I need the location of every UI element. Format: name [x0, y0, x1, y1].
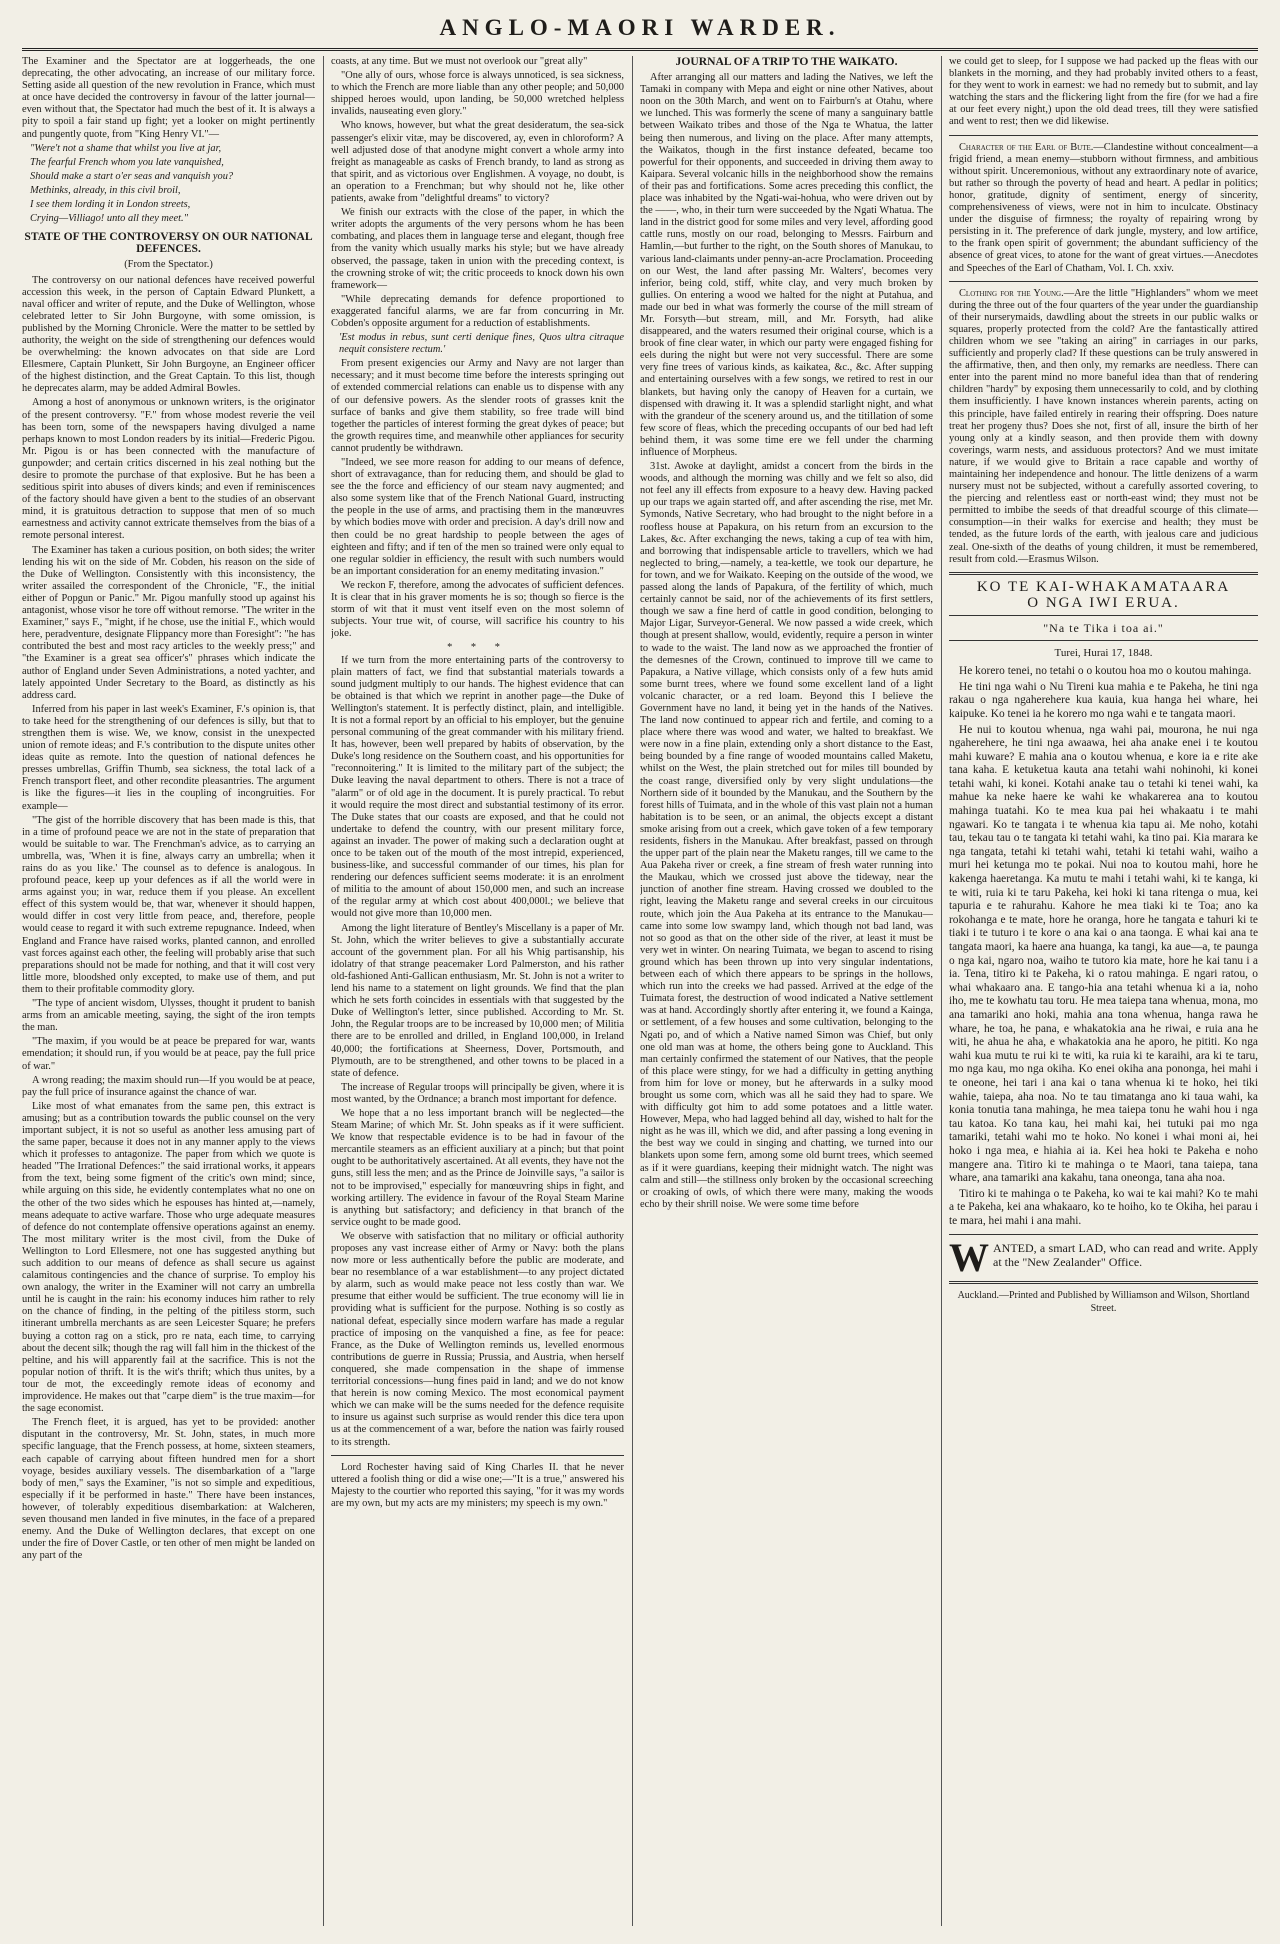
paragraph: we could get to sleep, for I suppose we had packed up the fleas with our blankets in the morning, and they had probably invited others to a feast, for they went to work in earnest: we had no remedy but to submit, and lay watching the stars and the flickering light from the fire (for we had a fire at our feet every night,) upon the old dead trees, till they were satisfied and went to rest; then we did likewise.	[949, 56, 1258, 128]
verse-line: The fearful French whom you late vanquished,	[30, 156, 224, 168]
paragraph: "The maxim, if you would be at peace be prepared for war, wants emendation; it should run, if you would be at peace, pay the full price of war."	[22, 1036, 315, 1072]
paragraph: "While deprecating demands for defence proportioned to exaggerated fanciful alarms, we are far from concurring in Mr. Cobden's opposite argument for a reduction of establishments.	[331, 293, 624, 329]
paragraph: "The gist of the horrible discovery that has been made is this, that in a time of profound peace we are not in the state of preparation that would be suitable to war. The Frenchman's advice, as to carrying an umbrella, was, 'When it is fine, always carry an umbrella; when it rains do as you like.' The counsel as to defence is analogous. In profound peace, keep up your defences as if all the world were in arms against you; in war, reduce them if you please. An excellent effect of this system would be, that war, whenever it should happen, would differ in cost very little from peace, and, therefore, people would cease to regard it with such extreme repugnance. Indeed, when England and France have raised works, planted cannon, and enrolled vast forces against each other, the feeling will probably arise that such preparations should not be made for nothing, and that it will cost very little more, bloodshed only excepted, to make use of them, and put them to their profitable commodity glory.	[22, 814, 315, 995]
paragraph: "The type of ancient wisdom, Ulysses, thought it prudent to banish arms from an amicable meeting, saying, the sight of the iron tempts the man.	[22, 998, 315, 1034]
maori-paragraph: He korero tenei, no tetahi o o koutou hoa mo o koutou mahinga.	[959, 665, 1252, 678]
maori-heading-line2: O NGA IWI ERUA.	[1027, 594, 1180, 611]
paragraph: Among the light literature of Bentley's Miscellany is a paper of Mr. St. John, which the writer believes to give a substantially accurate account of the government plan. For all his Whig partisanship, his idolatry of that strange peacemaker Lord Palmerston, and his rather old-fashioned Anti-Gallican enthusiasm, Mr. St. John is not a writer to lend his name to a statement on light grounds. We find that the plan which he sets forth coincides in essentials with that suggested by the Duke of Wellington's letter, since published. According to Mr. St. John, the Regular troops are to be increased by 10,000 men; of Militia there are to be enrolled and drilled, in England 100,000, in Ireland 40,000; the fortifications at Sheerness, Dover, Portsmouth, and Plymouth, are to be strengthened, and other towns to be placed in a state of defence.	[331, 922, 624, 1079]
masthead-rule	[22, 48, 1258, 51]
paragraph: If we turn from the more entertaining parts of the controversy to plain matters of fact, we find that substantial materials towards a sound judgment multiply to our hands. The highest evidence that can be obtained is that which we reprint in another page—the Duke of Wellington's statement. It is perfectly distinct, plain, and intelligible. It is not a formal report by an official to his employer, but the genuine personal communing of the great commander with his military friend. It has, however, been well prepared by habits of observation, by the Duke's long residence on the Southern coast, and his opportunities for "reconnoitering." It is limited to the military part of the subject; the Duke leaving the naval department to others. There is not a trace of "alarm" or of old age in the document. It is purely practical. To rebut it would require the most direct and substantial testimony of its error. The Duke states that our coasts are exposed, and that he could not undertake to defend the country, with our present military force, against an invader. The power of making such a declaration ought at once to be taken out of the mouth of the most intrepid, experienced, business-like, and successful commander of our times, his plan for rendering our defences sufficient seems moderate: it is an enrolment of militia to the amount of about 150,000 men, and such an increase of the regular army at which cost about 400,000l.; we believe that would not give more than 10,000 men.	[331, 654, 624, 920]
verse-line: "Were't not a shame that whilst you live at jar,	[30, 142, 222, 154]
column-divider	[632, 56, 633, 1926]
newspaper-page	[22, 10, 1258, 1934]
maori-motto: "Na te Tika i toa ai."	[1043, 620, 1164, 635]
paragraph: We reckon F, therefore, among the advocates of sufficient defences. It is clear that in his graver moments he is so; though so fierce is the storm of wit that it must vent itself even on the most solemn of subjects. Your true wit, of course, will sacrifice his country to his joke.	[331, 579, 624, 640]
maori-paragraph: He tini nga wahi o Nu Tireni kua mahia e te Pakeha, he tini nga rakau o nga ngaherehere kua kauia, kua hanga hei whare, hei kaipuke. Ko tenei ia he korero mo nga wahi e te tangata maori.	[949, 680, 1258, 720]
character-paragraph	[949, 142, 1258, 275]
paragraph: We hope that a no less important branch will be neglected—the Steam Marine; of which Mr. St. John speaks as if it were sufficient. We know that respectable evidence is to be had in favour of the mercantile steamers as an efficient auxiliary at a pinch; but that point ought to be authoritatively ascertained. At all events, they have not the guns, still less the men; and as the Prince de Joinville says, "a sailor is not to be improvised," especially for manœuvring ships in fight, and working artillery. The evidence in favour of the Royal Steam Marine is anything but satisfactory; and deficiency in that branch of the service ought to be made good.	[331, 1107, 624, 1228]
maori-date: Turei, Hurai 17, 1848.	[1054, 647, 1153, 660]
article-heading: JOURNAL OF A TRIP TO THE WAIKATO.	[675, 56, 898, 68]
paragraph: We finish our extracts with the close of the paper, in which the writer adopts the arguments of the very persons whom he has been combating, and places them in language terse and elegant, though free from the vanity which usually marks his style; but we have already observed, the passage, taken in union with the preceding context, is the crowning stroke of wit; the critic proceeds to knock down his own framework—	[331, 207, 624, 291]
paragraph: Who knows, however, but what the great desideratum, the sea-sick passenger's elixir vitæ, may be discovered, ay, even in chloroform? A well adjusted dose of that anodyne might convert a whole army into freight as manageable as casks of French brandy, to land as strong as that spirit, and as victorious over Englishmen. A voyage, no doubt, is an operation to a Frenchman; but why should not he, like other patients, awake from "delightful dreams" to victory?	[331, 120, 624, 205]
article-intro: The Examiner and the Spectator are at loggerheads, the one deprecating, the other advocating, an increase of our military force. Setting aside all question of the new revolution in France, which must at once have decided the controversy in favour of the latter journal—even without that, the Spectator had much the best of it. It is always a pity to spoil a fair stand up fight; yet a looker on might pertinently and pungently quote, from "King Henry VI."—	[22, 56, 315, 140]
paragraph: The Examiner has taken a curious position, on both sides; the writer lending his wit on the side of Mr. Cobden, his reason on the side of the Duke of Wellington. Consistently with this inconsistency, the writer assailed the correspondent of the Chronicle, "F., the initial either of Popgun or Panic." Mr. Pigou manfully stood up against his antagonist, whose visor he tore off without remorse. "The writer in the Examiner," says F., "might, if he chose, use the initial F., which would here, peradventure, designate Flippancy more than Foresight": "he has contributed the best and most racy articles to the weekly press;" and "the Examiner is a great sea officer's" phrases which indicate the author of England under Seven Administrations, a noted yachter, and lately appointed Under Secretary to the Board, as distinctly as his address card.	[22, 544, 315, 701]
column-4	[949, 56, 1258, 1926]
paragraph: From present exigencies our Army and Navy are not larger than necessary; and it must become time before the interests springing out of extended commercial relations can enable us to dispense with any of our defensive powers. As the slender roots of grasses knit the surface of banks and give them stability, so free trade will bind together the particles of interest forming the great dykes of peace; but the growth requires time, and meanwhile other appliances for security cannot prudently be withdrawn.	[331, 358, 624, 454]
column-3	[640, 56, 933, 1926]
character-title: Character of the Earl of Bute.	[959, 141, 1094, 153]
wanted-dropcap: W	[949, 1235, 989, 1281]
paragraph: The increase of Regular troops will principally be given, where it is most wanted, by the Ordnance; a branch most important for defence.	[331, 1081, 624, 1105]
verse-line: Crying—Villiago! unto all they meet."	[30, 213, 188, 225]
divider	[949, 640, 1258, 641]
paragraph: Like most of what emanates from the same pen, this extract is amusing; but as a contribution towards the public counsel on the very important subject, it is not so useful as another less amusing part of the same paper, because it does not in any manner apply to the views which it professes to antagonize. The paper from which we quote is headed "The Irrational Defences:" the said irrational works, it appears from the text, being some figment of the critic's own mind; since, while arguing on this side, he evidently contemplates what no one on the other of the two sides which he espouses has hinted at,—namely, means adequate to active warfare. Those who urge adequate measures of defence do not contemplate offensive operations against an enemy. The most military writer is the most civil, from the Duke of Wellington to Lord Ellesmere, not one has suggested anything but such addition to our means of defence as shall secure us against calamitous contingencies and the chance of surprise. To employ his own analogy, the writer in the Examiner will not carry an umbrella until he is caught in the rain: his economy induces him rather to rely on the chance of finding, in the pelting of the pitiless storm, such itinerant umbrella merchants as are seen Leicester Square; he prefers buying a cotton rag on a stick, pro re nata, each time, to carrying about the decent silk; though the rag will fall him in the thickest of the peltine, and his will apparently fail at the sacrifice. This is not the popular notion of thrift. It is the wit's thrift; which thus unites, by a tour de mot, the exceedingly remote ideas of economy and improvidence. He makes out that "carpe diem" is the true maxim—for the sage economist.	[22, 1100, 315, 1415]
verse-line: I see them lording it in London streets,	[30, 199, 191, 211]
newspaper-title: ANGLO-MAORI WARDER.	[439, 15, 841, 40]
column-1	[22, 56, 315, 1926]
paragraph: After arranging all our matters and lading the Natives, we left the Tamaki in company with Mepa and eight or nine other Natives, about noon on the 30th March, and went on to Fairburn's at Otahu, where we lunched. This was formerly the scene of many a sanguinary battle between Waikato tribes and those of the Nga te Whatua, the latter being then numerous, and living on the place. After many attempts, the Waikatos, though in the first instance defeated, became too powerful for their opponents, and succeeded in driving them away to Kaipara. Several volcanic hills in the neighborhood show the remains of their pas and fortifications. Some acres preceding this conflict, the place was inhabited by the Ngati-wai-hohua, who were driven out by the ——, who, in their turn were succeeded by the Ngati Whatua. The land in the district good for some miles and very level, affording good cattle runs, mostly on our road, belonging to Messrs. Fairburn and Hamlin,—but further to the right, on the South shores of Manukau, to various land-claimants under penny-an-acre Proclamation. Proceeding on our West, the land after passing Mr. Walters', becomes very inferior, being cold, stiff, white clay, and very much broken by gullies. On entering a wood we halted for the night at Putahua, and made our bed in what was formerly the course of the mill stream of Mr. Forsyth—but stream, mill, and Mr. Forsyth, had alike disappeared, and the waters resumed their original course, which is a brook of fine clear water, in which our party were engaged fishing for eels during the night but were not very successful. There are some very fine trees of various kinds, as kaikatea, &c., &c. After supping and entertaining ourselves with a few songs, we retired to rest in our blankets, but having only the canopy of Heaven for a curtain, we dispensed with drawing it. It was a splendid starlight night, and what with the grandeur of the scenery around us, and the titillation of some few score of fleas, which the preceding occupants of our bed had left behind them, it was some time ere we fell under the charming influence of Morpheus.	[640, 72, 933, 458]
column-divider	[941, 56, 942, 1926]
divider	[949, 615, 1258, 616]
paragraph: "Indeed, we see more reason for adding to our means of defence, short of extravagance, than for reducing them, and should be glad to see the the force and efficiency of our steam navy augmented; and also some system like that of the French National Guard, instructing the people in the use of arms, and practising them in the manœuvres by which bodies move with order and precision. A day's drill now and then could be no great hardship to people between the ages of eighteen and fifty; and if ten of the men so trained were only equal to one regular soldier in efficiency, the result with such numbers would be an important consideration for an enemy meditating invasion."	[331, 457, 624, 577]
wanted-advert	[949, 1235, 1258, 1281]
divider	[949, 1281, 1258, 1284]
wanted-text: ANTED, a smart LAD, who can read and write. Apply at the "New Zealander" Office.	[993, 1241, 1258, 1270]
divider	[949, 135, 1258, 136]
verse-line: Should make a start o'er seas and vanquish you?	[30, 170, 234, 182]
divider	[331, 1455, 624, 1456]
article-heading: STATE OF THE CONTROVERSY ON OUR NATIONAL DEFENCES.	[24, 230, 313, 256]
character-text: —Clandestine without concealment—a frigid friend, a mean enemy—stubborn without firmness, and ambitious without spirit. Unceremonious, without any extraordinary note of avarice, but rather so through the poverty of head and heart. A pedlar in politics; honor, gratitude, dignity of sentiment, energy of sincerity, comprehensiveness of views, were not in him to inculcate. Obstinacy under the disguise of firmness; the royalty of repairing wrong by persisting in it. The preference of dark jungle, mystery, and low artifice, to the frank open spirit of government; the abundant sufficiency of the absence of great vices, to atone for the want of great virtues.—Anecdotes and Speeches of the Earl of Chatham, Vol. I. Ch. xxiv.	[949, 141, 1258, 274]
clothing-text: —Are the little "Highlanders" whom we meet during the three out of the four quarters of the year under the guardianship of their nurserymaids, dawdling about the streets in our public walks or squares, properly protected from the cold? Are the fantastically attired children whom we see "taking an airing" in carriages in our parks, sufficiently and properly clad? If these questions can be truly answered in the affirmative, then, and then only, my remarks are needless. There can enter into the parent mind no more baneful idea than that of rendering children "hardy" by exposing them unnecessarily to cold, and by clothing them insufficiently. I have known instances wherein parents, acting on this principle, have failed entirely in rearing their offspring. Does nature treat her progeny thus? Does she not, first of all, insure the birth of her young only at a kindly season, and then provide them with downy coverings, warm nests, and assiduous protectors? And we must imitate nature, if we would give to Britain a race capable and worthy of maintaining her independence and honour. The little denizens of a warm nursery must not be subjected, without a carefully assorted covering, to the piercing and relentless east or north-east wind; they must not be permitted to imbibe the seeds of that dreadful scourge of this climate—consumption—in their walks for exercise and health; they must be tended, as the future lords of the earth, with jealous care and judicious zeal. One-sixth of the deaths of young children, it must be remembered, result from cold.—Erasmus Wilson.	[949, 287, 1258, 565]
clothing-paragraph	[949, 288, 1258, 566]
paragraph: Among a host of anonymous or unknown writers, is the originator of the present controversy. "F." from whose modest reverie the veil has been torn, some of the newspapers having divulged a name perhaps known to most London readers by its initial—Frederic Pigou. Mr. Pigou is or has been connected with the manufacture of gunpowder; and certain critics discerned in his zeal nothing but the desire to promote the purchase of that explosive. But he has been a seditious spirit into abuses of divers kinds; and even if reminiscences of the factory should have given a bent to the studies of an observant mind, it is gratuitous detraction to suppose that men of so much earnestness and activity cannot extricate themselves from the bias of a remote personal interest.	[22, 397, 315, 542]
paragraph: Lord Rochester having said of King Charles II. that he never uttered a foolish thing or did a wise one;—"It is a true," answered his Majesty to the courtier who reported this saying, "for it was my words are my own, but my acts are my ministers; my speech is my own."	[331, 1461, 624, 1509]
maori-paragraph: Titiro ki te mahinga o te Pakeha, ko wai te kai mahi? Ko te mahi a te Pakeha, kei ana whakaaro, ko te hoiho, ko te Okiha, hei parau i te mara, hei mahi i ana mahi.	[949, 1187, 1258, 1227]
paragraph: Inferred from his paper in last week's Examiner, F.'s opinion is, that to take heed for the strengthening of our defences is silly, but that to strengthen them is wise. We, we know, consist in the unexpected union of remote ideas; and F.'s contribution to the dispute unites other ideas quite as remote. Into the question of national defences he presses umbrellas, Griffin Thumb, sea sickness, the total lack of a French transport fleet, and other recondite pleasantries. The argument is like the figures—it lies in the coupling of incongruities. For example—	[22, 703, 315, 812]
clothing-title: Clothing for the Young.	[959, 287, 1064, 299]
article-source: (From the Spectator.)	[124, 259, 213, 271]
divider	[949, 281, 1258, 282]
paragraph: The French fleet, it is argued, has yet to be provided: another disputant in the controversy, Mr. St. John, states, in much more specific language, that the French possess, at home, sixteen steamers, each capable of carrying about fifteen hundred men for a short voyage, besides auxiliary vessels. The disembarkation of a "large body of men," says the Examiner, "is not so simple and expeditious, especially if it be performed in haste." There have been instances, however, of tolerably expeditious disembarkation: at Walcheren, seven thousand men landed in five minutes, in the face of a prepared enemy. And the Duke of Wellington declares, that except on one under the fire of Dover Castle, or ten other of men might be landed on any part of the	[22, 1417, 315, 1562]
paragraph: "One ally of ours, whose force is always unnoticed, is sea sickness, to which the French are more liable than any other people; and 50,000 shipped heroes would, upon landing, be 50,000 wretched helpless invalids, nauseating even glory."	[331, 70, 624, 118]
divider	[949, 1234, 1258, 1235]
column-2	[331, 56, 624, 1926]
imprint: Auckland.—Printed and Published by Williamson and Wilson, Shortland Street.	[957, 1290, 1250, 1314]
paragraph: 31st. Awoke at daylight, amidst a concert from the birds in the woods, and although the morning was chilly and we felt so also, did not feel any ill effects from exposure to a heavy dew. Having packed up our traps we again started off, and after ascending the rise, met Mr. Symonds, Native Secretary, who had brought to the night before in a roofless house at Papakura, on his return from an excursion to the Lakes, &c. After exchanging the news, taking a cup of tea with him, and borrowing that indispensable article to travellers, which we had neglected to bring,—namely, a tea-kettle, we took our departure, he for town, and we for Waikato. Keeping on the outside of the wood, we passed along the lands of Papakura, of the fertility of which, much certainly cannot be said, nor of the achievements of its first settlers, though we saw a fine herd of cattle in good condition, belonging to Major Ligar, Surveyor-General. We now passed a wide creek, which though at present shallow, would, evidently, require a person in winter to wade to the waist. The land now as we approached the frontier of the demesnes of the Crown, continued to improve till we came to Papakura, a Native village, which consists only of a few huts amid some burnt trees, where we found some excellent land of a light volcanic character, or a red loam. Beyond this I believe the Government have no land, it being yet in the hands of the Natives. The land now continued to appear rich and fertile, and coming to a place where there was wood and water, we halted to breakfast. We were now in a fine plain, extending only a short distance to the East, being bounded by a fine range of wooded mountains called Maketu, whilst on the West, the plain stretched out for miles till bounded by the coast range, diversified only by very slight undulations—the Northern side of it bounded by the Manukau, and the Southern by the forest hills of Tuimata, and in the whole of this vast plain not a human habitation is to be seen, or an animal, the objects except a distant smoke arising from out a creek, which gave token of a few temporary residents, fishers in the Manukau. After breakfast, passed on through the upper part of the plain near the Maketu ranges, till we came to the Aua Pakeha river or creek, a fine stream of fresh water running into the Maukau, which we crossed just above the tideway, near the junction of another fine stream. Having crossed we doubled to the right, leaving the Maketu range and several creeks in our circuitous route, which join the Aua Pakeha at its entrance to the Manukau—came into some low swampy land, which though not bad land, was not so good as that on the other side of the river, at least it must be very wet in winter. On nearing Tuimata, we began to ascend to rising ground which has been thrown up into very singular indentations, between each of which there appears to be springs in the hollows, which run into the creeks we had passed. Arrived at the edge of the Tuimata forest, the destruction of wood indicated a Native settlement was at hand. Accordingly shortly after entering it, we found a Kainga, or settlement, of a few houses and some cultivation, belonging to the Ngati po, and of which a Native named Simon was Chief, but only one old man was at home, the others being gone to Auckland. This man certainly confirmed the statement of our Natives, that the people of this place were stingy, for we had a difficulty in getting anything from him for love or money, but he afterwards in a sulky mood brought us some corn, which was all he said they had to spare. We with difficulty got him to add some potatoes and a little water. However, Mepa, who had lagged behind all day, wished to halt for the night as he was ill, which we did, and after passing a long evening in the best way we could in singing and chatting, we turned into our blankets upon some fern, among some old burnt trees, which seemed as if it were guardians, keeping their midnight watch. The night was calm and still—the stillness only broken by the occasional screeching or croaking of owls, of which there were many, making the woods echo by their shrill noise. We were some time before	[640, 461, 933, 1210]
divider	[949, 572, 1258, 575]
verse-line: Methinks, already, in this civil broil,	[30, 184, 181, 196]
paragraph: coasts, at any time. But we must not overlook our "great ally"	[331, 56, 588, 67]
masthead	[22, 10, 1258, 46]
maori-paragraph: He nui to koutou whenua, nga wahi pai, mourona, he nui nga ngaherehere, he tini nga awaawa, hei aha anake enei i te koutou mahi kuware? E mahia ana o koutou whenua, e kore ia e rite ake tana kaha. E ketuketua kauta ana tetahi wahi nohinohi, ki konei tetahi wahi, ki konei. Kotahi anake tau o tetahi ki tenei wahi, ka mahue ka neke haere ke wahi ke whakarerea ana to koutou mahinga tuatahi. Ko te mea kua pai hei whakaatu i te mahi ngawari. Ko te tangata i te whenua kia tapu ai. Me noho, kotahi tau, tekau tau o te tangata ki tetahi wahi, ka tino pai. Kia marara ke nga tangata, tetahi ki tetahi wahi, tetahi ki tetahi wahi, waiho a muri hei ketunga mo te pokai. Nui noa to koutou mahi, hore he kakenga haeretanga. Ka mutu te mahi i tetahi wahi, ki te kanga, ki te witi, ruia ki te taru Pakeha, kei hoki ki tana ritenga o mua, kei tapuria e te rahurahu. Kahore he mea tiaki ki te Toa; ano ka rokohanga e te mate, hore he oranga, hore he tangata e tahuri ki te tiaki i te tuturo i te kore o ana kai o ana taonga. E whai kai ana te tangata maori, ka haere ana huanga, ka tangi, ka aue—a, te paunga o nga kai, ngaro noa, waiho te tutoro kia mate, hore he kai tanu i a ia. Tena, titiro ki te Pakeha, ki o ratou mahinga. E ngari ratou, o whai whakaaro ana. E tango-hia ana tetahi whenua ki a ia, noho iho, me te kowhatu tau toru. He mea taiepa tana whenua, mona, mo ana tamariki ano hoki, mahia ana tona whenua, hanga rawa he whare, he toa, he pana, e whakatokia ana he riwai, e ruia ana he witi, he ahua he aha, e whakatokia ana he aporo, he pititi. Ko nga wahi kua mutu te rui ki te witi, ka ruia ki te karaihi, ara ki te taru, mo nga kau, mo nga okiha. Ko enei okiha ana pononga, hei mahi i te oneone, hei tari i ana kai o tana whenua ki te hoko, hei tiki wahie, taiepa, aha noa. No te tau timatanga ano ki taua wahi, ka konia tonutia tana mahinga, he mea taiepa tonu he wahi hou i nga tau katoa. Ko tana kau, hei mahi kai, hei tutuki pai mo nga tamariki, tetahi wahi mo te hoko. No konei i whai moni ai, hei hoko i nga mea, e hiahia ai ia. Kei hea hoki te Pakeha e noho mangere ana. Titiro ki te mahinga o te Maori, tana taiepa, tana whare, ana tamariki ana kakahu, tana oneonga, tana aha noa.	[949, 723, 1258, 1185]
column-divider	[323, 56, 324, 1926]
paragraph: The controversy on our national defences have received powerful accession this week, in the person of Captain Edward Plunkett, a naval officer and writer of repute, and the Duke of Wellington, whose celebrated letter to Sir John Burgoyne, with some omission, is published by the Morning Chronicle. Were the matter to be settled by authority, the weight on the side of strengthening our defences would be overwhelming: the known advocates on that side are Lord Ellesmere, Captain Plunkett, Sir John Burgoyne, an Engineer officer of the highest distinction, and the Great Captain. To this list, though he deprecates alarm, may be added Admiral Bowles.	[22, 274, 315, 395]
paragraph: A wrong reading; the maxim should run—If you would be at peace, pay the full price of insurance against the chance of war.	[22, 1074, 315, 1098]
latin-quote: 'Est modus in rebus, sunt certi denique fines, Quos ultra citraque nequit consistere rectum.'	[339, 332, 624, 356]
maori-heading: KO TE KAI-WHAKAMATAARA	[976, 578, 1231, 595]
columns	[22, 56, 1258, 1926]
paragraph: We observe with satisfaction that no military or official authority proposes any vast increase either of Army or Navy: both the plans now more or less authentically before the public are moderate, and bear no resemblance of a war establishment—to any project dictated by alarm, such as would make peace not less costly than war. We presume that either would be sufficient. The true economy will lie in providing what is sufficient for the purpose. Nothing is so costly as national defeat, especially since modern warfare has made a regular practice of imposing on the vanquished a fine, as fee for peace: France, as the Duke of Wellington reminds us, levelled enormous contributions de guerre in Russia; Prussia, and Austria, when herself conquered, she made compensation in the shape of immense territorial concessions—hung fines paid in land; and we do not know that herein is now coming Mexico. The most economical payment which we can make will be the sums needed for the defence requisite to insure us against such surprise as would render this dice tera upon us at the commencement of a war, before the nation was fairly roused to its strength.	[331, 1230, 624, 1448]
section-separator: * * *	[447, 642, 508, 654]
